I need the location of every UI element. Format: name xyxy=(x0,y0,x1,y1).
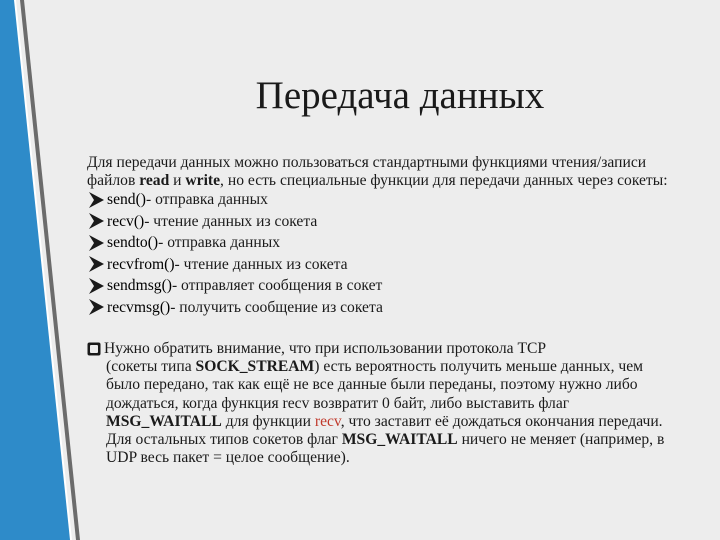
function-desc: - отправляет сообщения в сокет xyxy=(171,277,383,294)
slide-title: Передача данных xyxy=(255,74,545,117)
list-item xyxy=(87,189,677,211)
function-name: sendto() xyxy=(107,234,159,251)
arrow-bullet-icon xyxy=(87,234,106,252)
msg-waitall-keyword-2: MSG_WAITALL xyxy=(341,431,458,449)
function-list xyxy=(87,189,677,318)
function-name: send() xyxy=(107,191,146,208)
list-item xyxy=(87,297,677,319)
note-body xyxy=(87,358,677,467)
write-keyword: write xyxy=(185,171,221,189)
note-first-line xyxy=(87,340,677,358)
note-text-1: Нужно обратить внимание, что при использовании протокола TCP xyxy=(104,340,547,357)
note-text-6: ничего не меняет (например, в UDP весь пакет = целое сообщение). xyxy=(106,431,665,467)
note-text-5: , что заставит её дождаться окончания передачи. Для остальных типов сокетов флаг xyxy=(106,412,663,449)
list-item xyxy=(87,211,677,233)
intro-and: и xyxy=(169,171,186,189)
msg-waitall-keyword: MSG_WAITALL xyxy=(106,412,222,430)
sock-stream-keyword: SOCK_STREAM xyxy=(195,358,315,376)
recv-keyword: recv xyxy=(314,412,341,430)
square-bullet-icon xyxy=(87,342,101,356)
note-text-2: (сокеты типа xyxy=(106,358,196,376)
intro-paragraph xyxy=(87,154,677,189)
read-keyword: read xyxy=(139,171,170,189)
function-desc: - получить сообщение из сокета xyxy=(170,298,383,316)
decorative-stripes xyxy=(0,0,80,540)
list-item xyxy=(87,232,677,254)
function-desc: - чтение данных из сокета xyxy=(174,255,348,273)
arrow-bullet-icon xyxy=(87,255,106,273)
blue-stripe xyxy=(0,0,70,540)
function-desc: - отправка данных xyxy=(145,191,268,208)
function-name: recvmsg() xyxy=(107,298,171,316)
function-name: recv() xyxy=(107,212,145,230)
function-desc: - чтение данных из сокета xyxy=(144,212,318,230)
tcp-note xyxy=(87,340,677,467)
function-name: sendmsg() xyxy=(107,277,172,294)
function-desc: - отправка данных xyxy=(158,234,281,251)
note-text-4: для функции xyxy=(221,412,315,430)
slide-content xyxy=(87,154,677,467)
function-name: recvfrom() xyxy=(107,255,175,273)
list-item xyxy=(87,254,677,276)
intro-text-2: , но есть специальные функции для передачи данных через сокеты: xyxy=(220,171,668,189)
arrow-bullet-icon xyxy=(87,191,106,209)
list-item xyxy=(87,275,677,297)
arrow-bullet-icon xyxy=(87,212,106,230)
intro-text-1: Для передачи данных можно пользоваться стандартными функциями чтения/записи файлов xyxy=(87,154,647,189)
arrow-bullet-icon xyxy=(87,277,106,295)
note-text-3: ) есть вероятность получить меньше данных, чем было передано, так как ещё не все данные были переданы, поэтому нужно либо дождаться, когда функция recv возвратит 0 байт, либо выставить флаг xyxy=(106,358,644,412)
arrow-bullet-icon xyxy=(87,298,106,316)
